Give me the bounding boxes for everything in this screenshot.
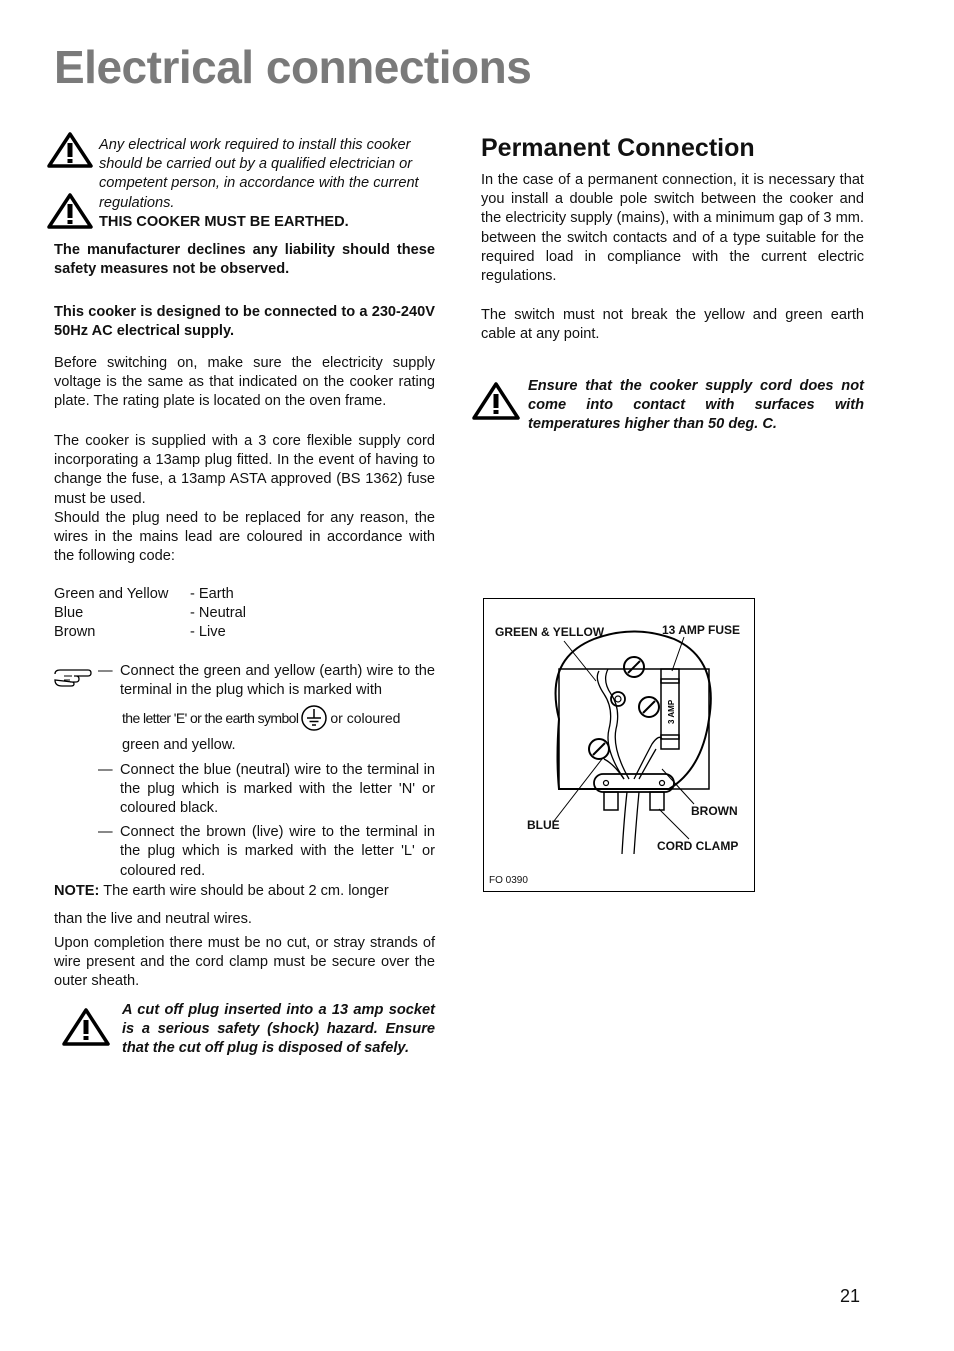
code-row-earth: Green and Yellow - Earth <box>54 586 234 602</box>
permanent-connection-paragraph: In the case of a permanent connection, it is necessary that you install a double pole switch between the cooker and the electricity supply (mains), with a minimum gap of 3 mm. between the switch contacts and of a type suitable for the required load in compliance with the current electric regulations. <box>481 172 864 285</box>
earth-symbol-icon <box>300 704 328 732</box>
bullet-live: — Connect the brown (live) wire to the terminal in the plug which is marked with the letter 'L' or coloured red. <box>98 824 435 879</box>
figure-code: FO 0390 <box>489 875 528 886</box>
label-cord-clamp: CORD CLAMP <box>657 839 739 853</box>
wire-colour-code <box>54 585 435 643</box>
supply-cord-paragraph: The cooker is supplied with a 3 core flexible supply cord incorporating a 13amp plug fitted. In the event of having to change the fuse, a 13amp ASTA approved (BS 1362) fuse must be used. <box>54 433 435 507</box>
permanent-connection-heading: Permanent Connection <box>481 134 755 162</box>
earthed-notice: THIS COOKER MUST BE EARTHED. <box>99 214 349 230</box>
completion-paragraph: Upon completion there must be no cut, or stray strands of wire present and the cord clamp must be secure over the outer sheath. <box>54 935 435 990</box>
fuse-body-label: 3 AMP <box>667 699 676 724</box>
label-green-yellow: GREEN & YELLOW <box>495 625 605 639</box>
liability-notice: The manufacturer declines any liability should these safety measures not be observed. <box>54 242 435 278</box>
label-13-amp-fuse: 13 AMP FUSE <box>662 623 741 637</box>
earth-cable-paragraph: The switch must not break the yellow and green earth cable at any point. <box>481 307 864 343</box>
warning-icon <box>61 1007 111 1047</box>
cut-off-plug-warning: A cut off plug inserted into a 13 amp socket is a serious safety (shock) hazard. Ensure that the cut off plug is disposed of safely. <box>122 1002 435 1057</box>
code-row-live: Brown - Live <box>54 624 226 641</box>
rating-plate-paragraph: Before switching on, make sure the electricity supply voltage is the same as that indicated on the cooker rating plate. The rating plate is located on the oven frame. <box>54 355 435 410</box>
earth-symbol-line: the letter 'E' or the earth symbol or coloured <box>122 702 435 734</box>
warning-icon <box>46 192 94 230</box>
bullet-earth: — Connect the green and yellow (earth) wire to the terminal in the plug which is marked with <box>98 663 435 699</box>
plug-replace-paragraph: Should the plug need to be replaced for any reason, the wires in the mains lead are coloured in accordance with the following code: <box>54 510 435 565</box>
code-row-neutral: Blue - Neutral <box>54 605 246 622</box>
warning-icon <box>471 381 521 421</box>
warning-icon <box>46 131 94 169</box>
supply-notice: This cooker is designed to be connected to a 230-240V 50Hz AC electrical supply. <box>54 304 435 340</box>
page-number: 21 <box>840 1286 861 1306</box>
label-blue: BLUE <box>527 818 560 832</box>
instruction-list: — Connect the green and yellow (earth) wire to the terminal in the plug which is marked with the letter 'E' or the earth symbol or coloured green and yellow. — Connect the blue (neutral) wire to the terminal in the plug which is marked with the letter 'N' or coloured black. — Connect the brown (live) wire to the terminal in the plug which is marked with the letter 'L' or coloured red. <box>54 662 435 881</box>
bullet-neutral: — Connect the blue (neutral) wire to the terminal in the plug which is marked with the letter 'N' or coloured black. <box>98 761 435 817</box>
note-line: NOTE: The earth wire should be about 2 cm. longer <box>54 883 389 899</box>
page-title: Electrical connections <box>54 41 532 93</box>
supply-cord-warning: Ensure that the cooker supply cord does not come into contact with surfaces with temperatures higher than 50 deg. C. <box>528 378 864 433</box>
plug-wiring-diagram <box>483 598 755 892</box>
note-line-2: than the live and neutral wires. <box>54 911 252 927</box>
warning-qualified-electrician: Any electrical work required to install this cooker should be carried out by a qualified electrician or competent person, in accordance with the current regulations. <box>99 137 419 211</box>
label-brown: BROWN <box>691 804 738 818</box>
